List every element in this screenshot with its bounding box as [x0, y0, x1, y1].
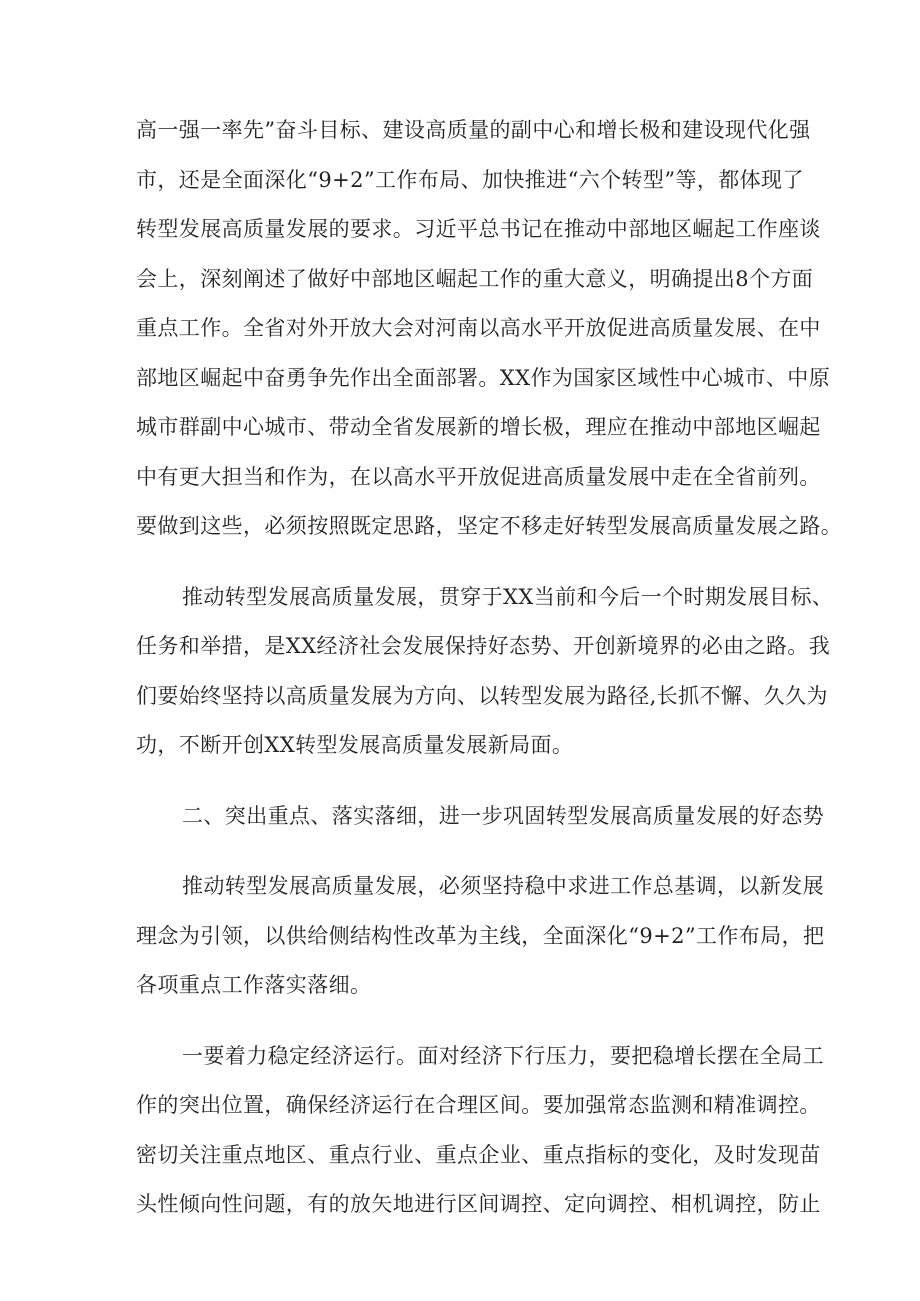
paragraph-1-line-2: 市，还是全面深化“9+2”工作布局、加快推进“六个转型”等，都体现了 — [136, 168, 804, 192]
paragraph-2-line-3: 们要始终坚持以高质量发展为方向、以转型发展为路径,长抓不懈、久久为 — [136, 684, 828, 708]
paragraph-2-line-4: 功，不断开创XX转型发展高质量发展新局面。 — [136, 733, 574, 757]
paragraph-1-line-9: 要做到这些，必须按照既定思路，坚定不移走好转型发展高质量发展之路。 — [136, 514, 843, 538]
paragraph-4-line-3: 密切关注重点地区、重点行业、重点企业、重点指标的变化，及时发现苗 — [136, 1143, 821, 1167]
paragraph-3-line-3: 各项重点工作落实落细。 — [136, 973, 372, 997]
paragraph-2-line-1: 推动转型发展高质量发展，贯穿于XX当前和今后一个时期发展目标、 — [182, 585, 834, 609]
paragraph-1-line-3: 转型发展高质量发展的要求。习近平总书记在推动中部地区崛起工作座谈 — [136, 217, 821, 241]
paragraph-1-line-8: 中有更大担当和作为，在以高水平开放促进高质量发展中走在全省前列。 — [136, 465, 821, 489]
paragraph-4-line-2: 作的突出位置，确保经济运行在合理区间。要加强常态监测和精准调控。 — [136, 1093, 821, 1117]
paragraph-4-line-1: 一要着力稳定经济运行。面对经济下行压力，要把稳增长摆在全局工 — [182, 1044, 824, 1068]
section-heading: 二、突出重点、落实落细，进一步巩固转型发展高质量发展的好态势 — [182, 804, 824, 828]
paragraph-1-line-1: 高一强一率先”奋斗目标、建设高质量的副中心和增长极和建设现代化强 — [136, 118, 811, 142]
paragraph-1-line-4: 会上，深刻阐述了做好中部地区崛起工作的重大意义，明确提出8个方面 — [136, 267, 814, 291]
paragraph-3-line-1: 推动转型发展高质量发展，必须坚持稳中求进工作总基调，以新发展 — [182, 874, 824, 898]
paragraph-1-line-5: 重点工作。全省对外开放大会对河南以高水平开放促进高质量发展、在中 — [136, 316, 821, 340]
paragraph-1-line-7: 城市群副中心城市、带动全省发展新的增长极，理应在推动中部地区崛起 — [136, 415, 821, 439]
paragraph-2-line-2: 任务和举措，是XX经济社会发展保持好态势、开创新境界的必由之路。我 — [136, 634, 831, 658]
paragraph-4-line-4: 头性倾向性问题，有的放矢地进行区间调控、定向调控、相机调控，防止 — [136, 1192, 821, 1216]
paragraph-1-line-6: 部地区崛起中奋勇争先作出全面部署。XX作为国家区域性中心城市、中原 — [136, 366, 831, 390]
paragraph-3-line-2: 理念为引领，以供给侧结构性改革为主线，全面深化“9+2”工作布局，把 — [136, 924, 825, 948]
